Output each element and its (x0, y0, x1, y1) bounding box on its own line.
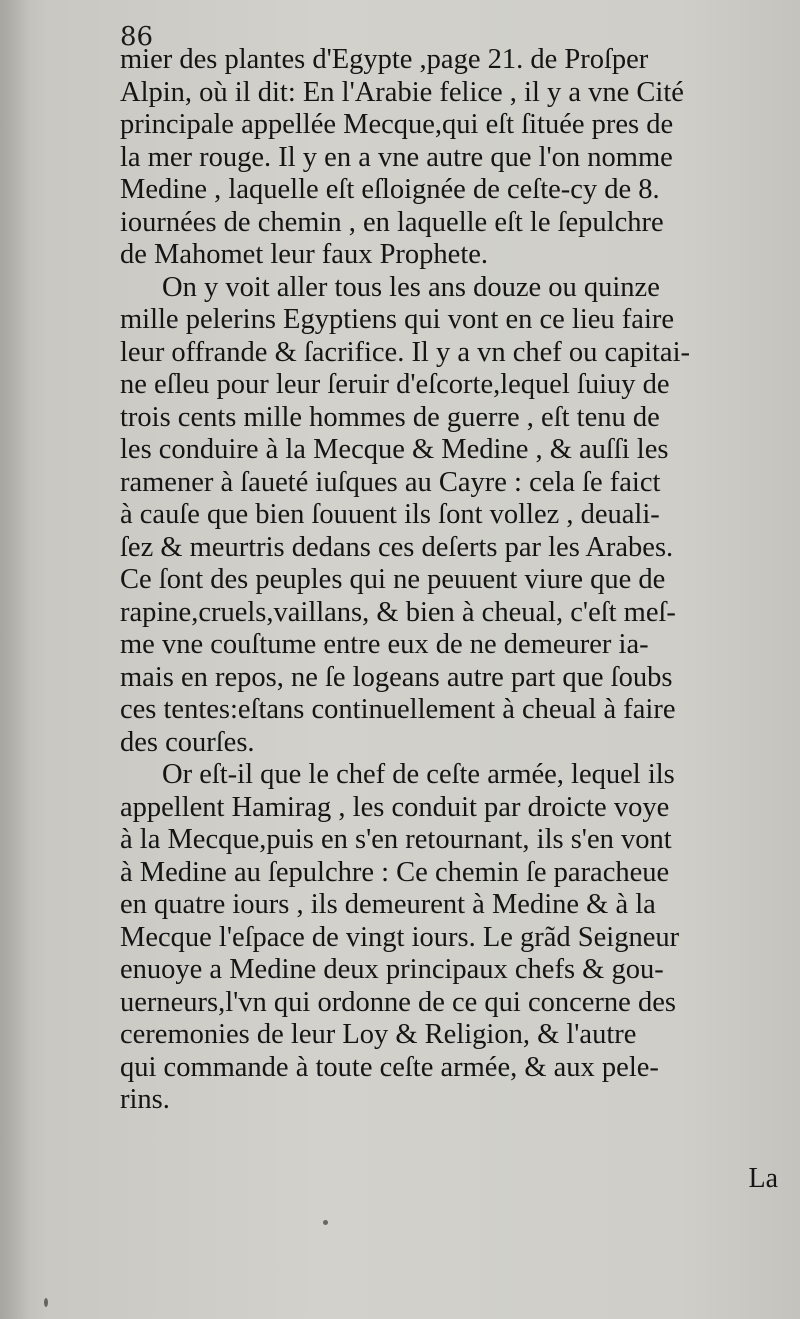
text-line: ceremonies de leur Loy & Religion, & l'autre (120, 1019, 637, 1050)
text-line: me vne couſtume entre eux de ne demeurer ia- (120, 629, 649, 660)
paragraph-2 (120, 272, 770, 760)
text-line: Or eſt-il que le chef de ceſte armée, lequel ils (162, 759, 675, 790)
paragraph-1 (120, 44, 770, 272)
ink-speck (323, 1220, 328, 1225)
text-line: mier des plantes d'Egypte ,page 21. de Proſper (120, 44, 649, 75)
text-line: enuoye a Medine deux principaux chefs & gou- (120, 954, 664, 985)
text-line: Medine , laquelle eſt eſloignée de ceſte-cy de 8. (120, 174, 660, 205)
text-line: qui commande à toute ceſte armée, & aux pele- (120, 1051, 659, 1083)
text-line: Mecque l'eſpace de vingt iours. Le grãd Seigneur (120, 921, 680, 953)
text-line: ces tentes:eſtans continuellement à cheual à faire (120, 694, 676, 725)
text-line: leur offrande & ſacrifice. Il y a vn chef ou capitai- (120, 336, 690, 368)
text-line: rins. (120, 1084, 170, 1115)
text-line: les conduire à la Mecque & Medine , & auſſi les (120, 434, 669, 465)
text-line: à Medine au ſepulchre : Ce chemin ſe paracheue (120, 856, 670, 888)
text-line: rapine,cruels,vaillans, & bien à cheual, c'eſt meſ- (120, 596, 676, 628)
text-line: iournées de chemin , en laquelle eſt le ſepulchre (120, 206, 664, 238)
text-line: de Mahomet leur faux Prophete. (120, 239, 489, 270)
text-line: On y voit aller tous les ans douze ou quinze (162, 271, 660, 303)
page-number: 86 (120, 22, 154, 52)
text-line: en quatre iours , ils demeurent à Medine & à la (120, 889, 656, 920)
text-line: principale appellée Mecque,qui eſt ſituée pres de (120, 109, 674, 140)
text-line: à cauſe que bien ſouuent ils ſont vollez , deuali- (120, 499, 660, 530)
text-line: des courſes. (120, 726, 255, 758)
text-line: Ce ſont des peuples qui ne peuuent viure que de (120, 564, 666, 595)
text-line: la mer rouge. Il y en a vne autre que l'on nomme (120, 141, 673, 173)
text-line: ne eſleu pour leur ſeruir d'eſcorte,lequel ſuiuy de (120, 369, 670, 400)
text-line: appellent Hamirag , les conduit par droicte voye (120, 791, 670, 823)
text-line: ſez & meurtris dedans ces deſerts par les Arabes. (120, 531, 674, 563)
text-line: uerneurs,l'vn qui ordonne de ce qui concerne des (120, 986, 676, 1018)
ink-speck (44, 1298, 48, 1307)
paragraph-3 (120, 759, 770, 1117)
text-line: mille pelerins Egyptiens qui vont en ce lieu faire (120, 304, 674, 335)
text-line: ramener à ſaueté iuſques au Cayre : cela ſe faict (120, 466, 661, 498)
body-text (120, 44, 770, 1117)
text-line: mais en repos, ne ſe logeans autre part que ſoubs (120, 661, 673, 693)
text-line: Alpin, où il dit: En l'Arabie felice , il y a vne Cité (120, 76, 684, 108)
text-line: à la Mecque,puis en s'en retournant, ils s'en vont (120, 824, 672, 855)
catchword: La (748, 1163, 778, 1194)
text-line: trois cents mille hommes de guerre , eſt tenu de (120, 401, 660, 433)
